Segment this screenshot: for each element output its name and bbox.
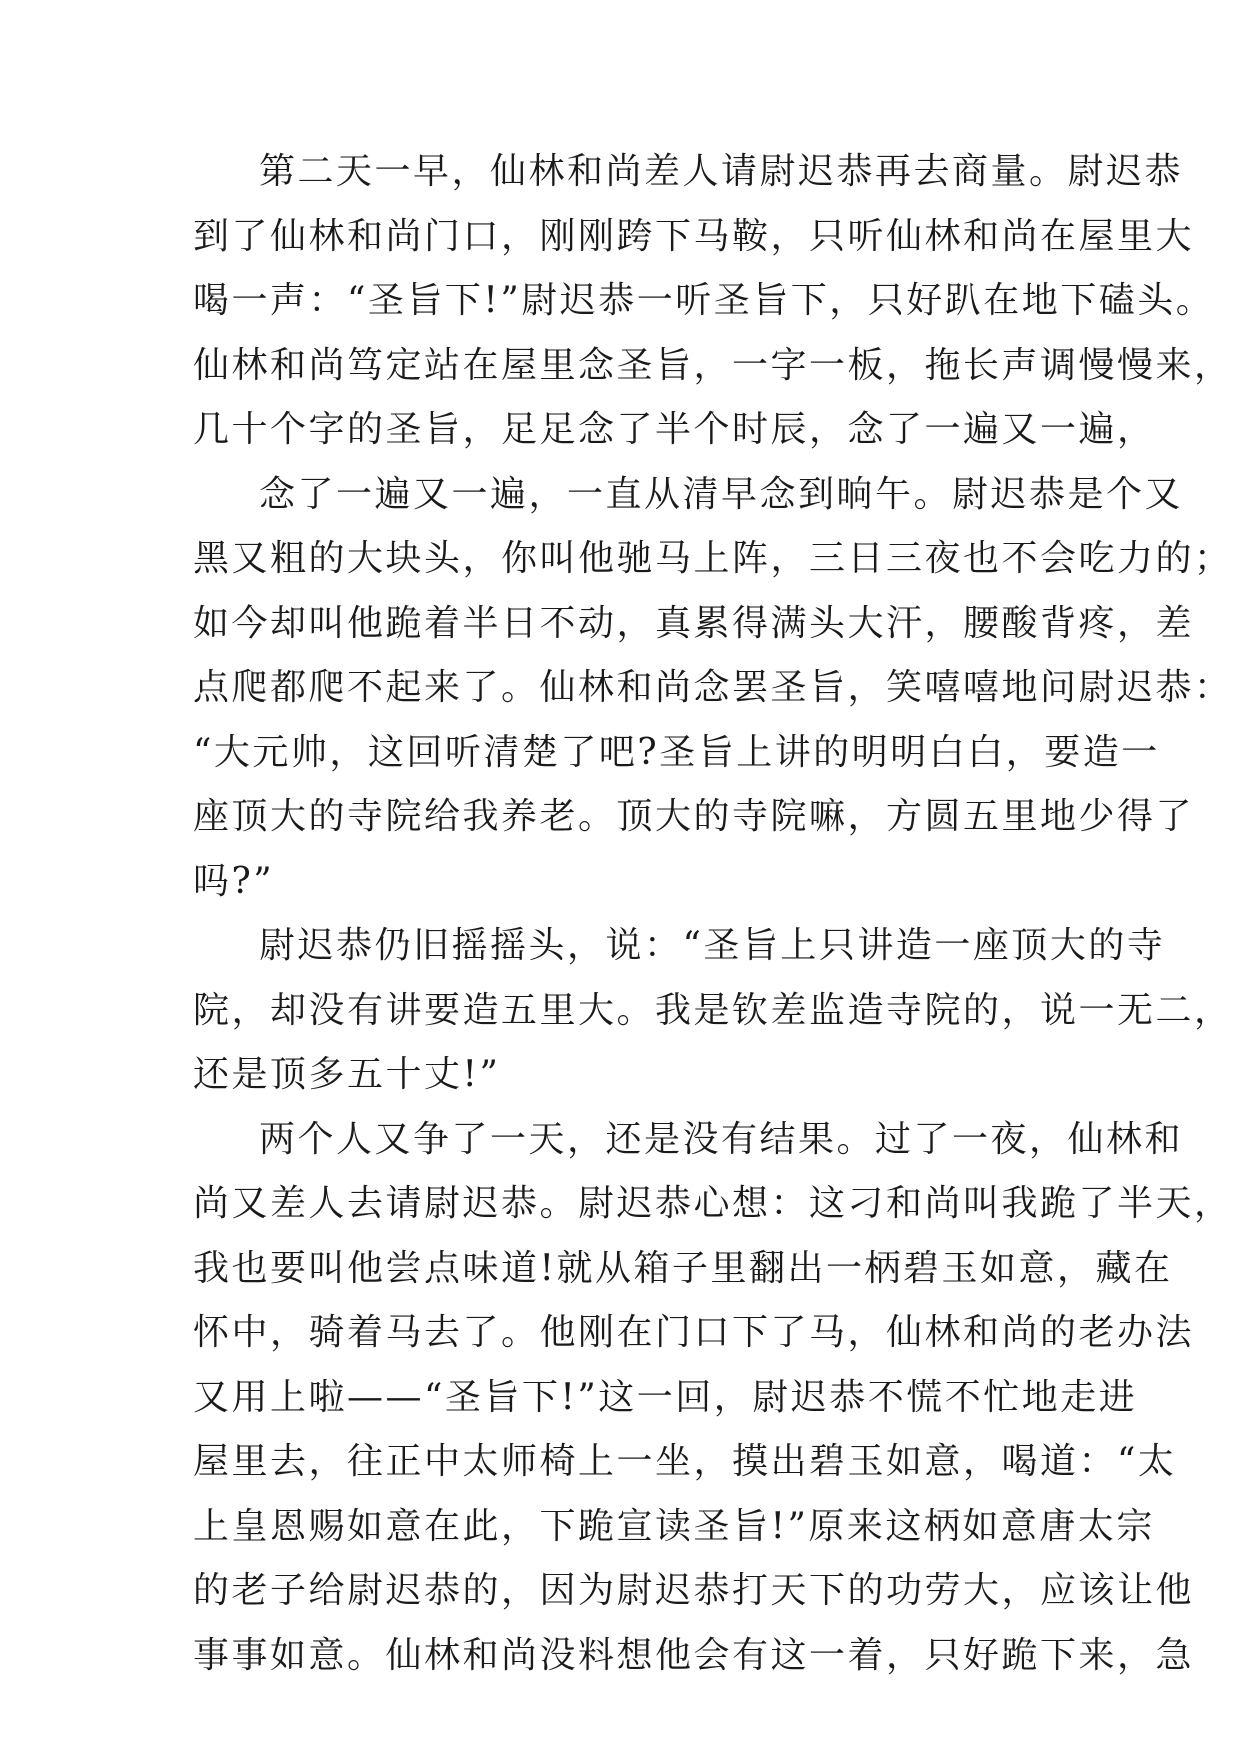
text-line: 尚又差人去请尉迟恭。尉迟恭心想：这刁和尚叫我跪了半天，: [193, 1183, 1233, 1224]
text-line: 喝一声：“圣旨下!”尉迟恭一听圣旨下，只好趴在地下磕头。: [193, 280, 1215, 321]
text-line: 念了一遍又一遍，一直从清早念到晌午。尉迟恭是个又: [259, 473, 1184, 515]
body-text: [193, 140, 1233, 1688]
text-line: 上皇恩赐如意在此，下跪宣读圣旨!”原来这柄如意唐太宗: [193, 1505, 1155, 1547]
text-line: 怀中，骑着马去了。他刚在门口下了马，仙林和尚的老办法: [193, 1312, 1195, 1353]
text-line: 几十个字的圣旨，足足念了半个时辰，念了一遍又一遍，: [193, 409, 1156, 450]
text-line: 还是顶多五十丈!”: [193, 1054, 501, 1095]
text-line: 如今却叫他跪着半日不动，真累得满头大汗，腰酸背疼，差: [193, 602, 1195, 644]
text-line: 点爬都爬不起来了。仙林和尚念罢圣旨，笑嘻嘻地问尉迟恭：: [193, 667, 1233, 708]
text-line: 到了仙林和尚门口，刚刚跨下马鞍，只听仙林和尚在屋里大: [193, 215, 1195, 257]
text-line: 的老子给尉迟恭的，因为尉迟恭打天下的功劳大，应该让他: [193, 1570, 1195, 1611]
text-line: 院，却没有讲要造五里大。我是钦差监造寺院的，说一无二，: [193, 989, 1233, 1031]
text-line: 黑又粗的大块头，你叫他驰马上阵，三日三夜也不会吃力的；: [193, 538, 1233, 579]
text-line: 两个人又争了一天，还是没有结果。过了一夜，仙林和: [259, 1118, 1184, 1160]
text-line: 座顶大的寺院给我养老。顶大的寺院嘛，方圆五里地少得了: [193, 796, 1195, 837]
text-line: 仙林和尚笃定站在屋里念圣旨，一字一板，拖长声调慢慢来，: [193, 344, 1233, 386]
text-line: 事事如意。仙林和尚没料想他会有这一着，只好跪下来，急: [193, 1634, 1195, 1676]
text-line: 又用上啦——“圣旨下!”这一回，尉迟恭不慌不忙地走进: [193, 1376, 1138, 1418]
text-line: 尉迟恭仍旧摇摇头，说：“圣旨上只讲造一座顶大的寺: [259, 925, 1166, 966]
text-line: 我也要叫他尝点味道!就从箱子里翻出一柄碧玉如意，藏在: [193, 1247, 1173, 1289]
text-line: 屋里去，往正中太师椅上一坐，摸出碧玉如意，喝道：“太: [193, 1441, 1177, 1482]
text-line: 第二天一早，仙林和尚差人请尉迟恭再去商量。尉迟恭: [259, 151, 1184, 192]
text-line: “大元帅，这回听清楚了吧?圣旨上讲的明明白白，要造一: [193, 731, 1160, 773]
text-line: 吗?”: [193, 860, 275, 902]
